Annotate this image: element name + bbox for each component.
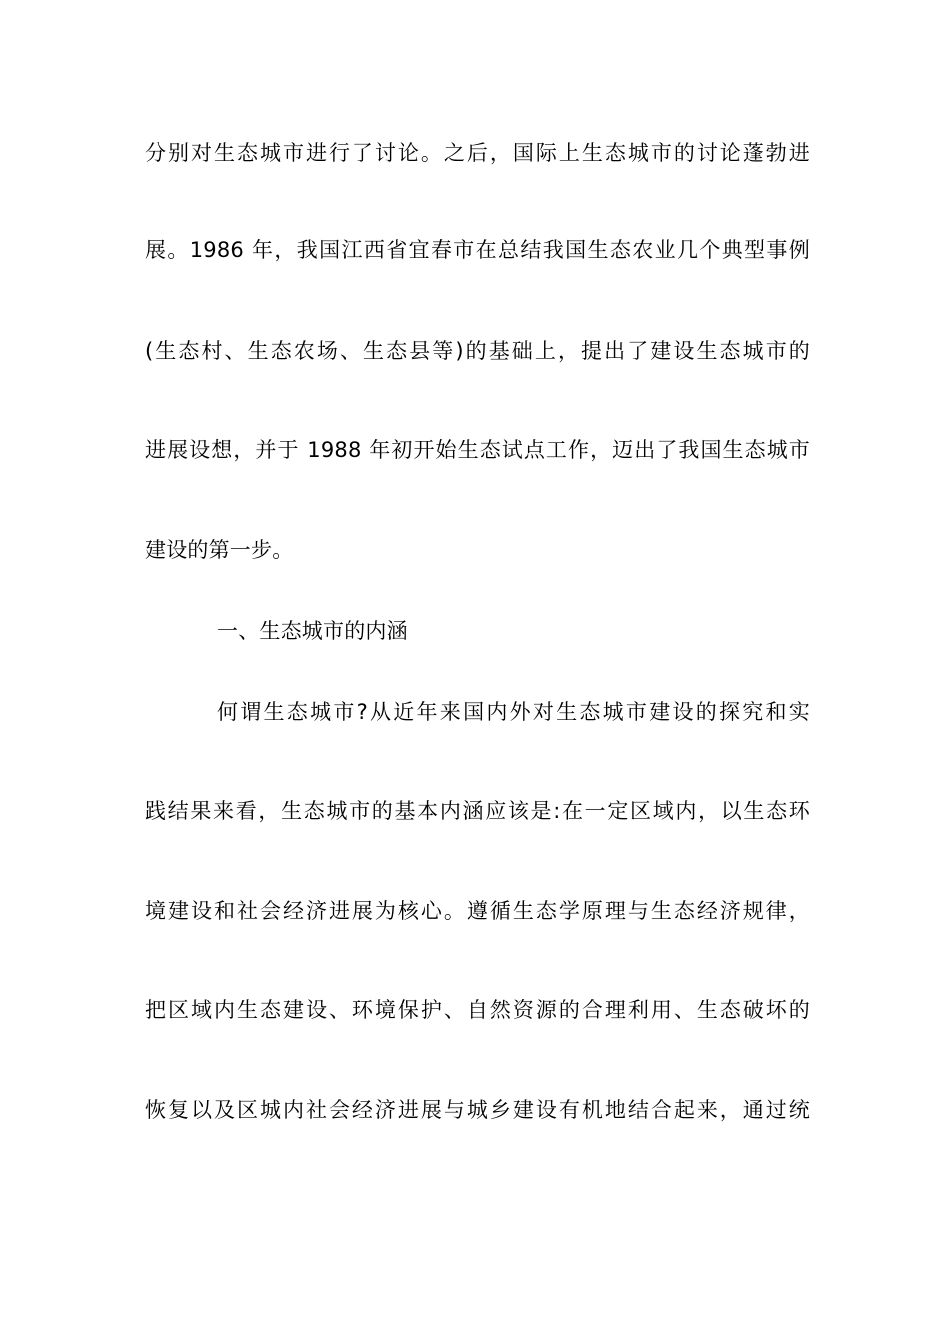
section-heading: 一、生态城市的内涵 bbox=[217, 619, 408, 643]
paragraph-line: 何谓生态城市?从近年来国内外对生态城市建设的探究和实 bbox=[217, 700, 810, 724]
paragraph-line: 把区域内生态建设、环境保护、自然资源的合理利用、生态破坏的 bbox=[145, 998, 810, 1022]
paragraph-line: 恢复以及区城内社会经济进展与城乡建设有机地结合起来，通过统 bbox=[145, 1098, 810, 1122]
paragraph-line: 展。1986 年，我国江西省宜春市在总结我国生态农业几个典型事例 bbox=[145, 238, 810, 262]
paragraph-line: 境建设和社会经济进展为核心。遵循生态学原理与生态经济规律， bbox=[145, 899, 810, 923]
paragraph-line: 践结果来看，生态城市的基本内涵应该是:在一定区域内，以生态环 bbox=[145, 799, 810, 823]
paragraph-line: 分别对生态城市进行了讨论。之后，国际上生态城市的讨论蓬勃进 bbox=[145, 141, 810, 165]
paragraph-line: 进展设想，并于 1988 年初开始生态试点工作，迈出了我国生态城市 bbox=[145, 438, 810, 462]
paragraph-line: (生态村、生态农场、生态县等)的基础上，提出了建设生态城市的 bbox=[145, 339, 810, 363]
paragraph-line: 建设的第一步。 bbox=[145, 538, 294, 562]
